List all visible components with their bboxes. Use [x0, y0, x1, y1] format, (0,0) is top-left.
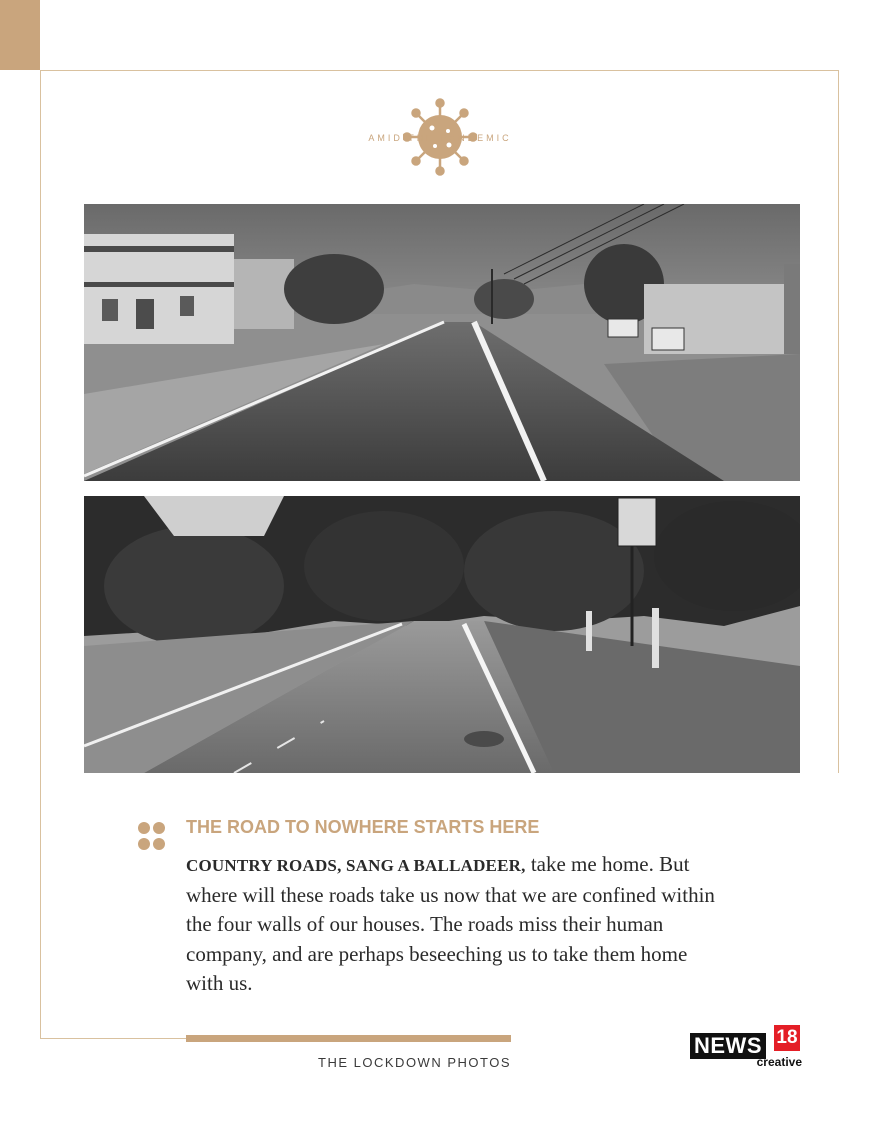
article-body [186, 850, 726, 999]
frame-line-bottom [40, 1038, 186, 1039]
frame-line-right [838, 70, 839, 773]
footer-caption: THE LOCKDOWN PHOTOS [318, 1055, 511, 1070]
logo-number: 18 [774, 1025, 800, 1051]
article-lead: COUNTRY ROADS, SANG A BALLADEER, [186, 856, 526, 875]
emblem-label: AMID THE PANDEMIC [368, 133, 512, 143]
frame-line-left [40, 70, 41, 1039]
article-body-text: take me home. But where will these roads take us now that we are confined within the four walls of our houses. The roads miss their human company, and are perhaps beseeching us to take them home with us. [186, 852, 715, 995]
pandemic-emblem [368, 98, 512, 178]
corner-accent-block [0, 0, 40, 70]
footer-accent-bar [186, 1035, 511, 1042]
road-photo-trees [84, 496, 800, 773]
logo-news-text: NEWS [690, 1033, 766, 1059]
road-photo-houses [84, 204, 800, 481]
frame-line-top [40, 70, 839, 71]
heading-bullet-icon [138, 822, 168, 852]
logo-sub-text: creative [756, 1055, 802, 1069]
news18-creative-logo [690, 1025, 802, 1071]
article-heading: THE ROAD TO NOWHERE STARTS HERE [186, 817, 540, 837]
